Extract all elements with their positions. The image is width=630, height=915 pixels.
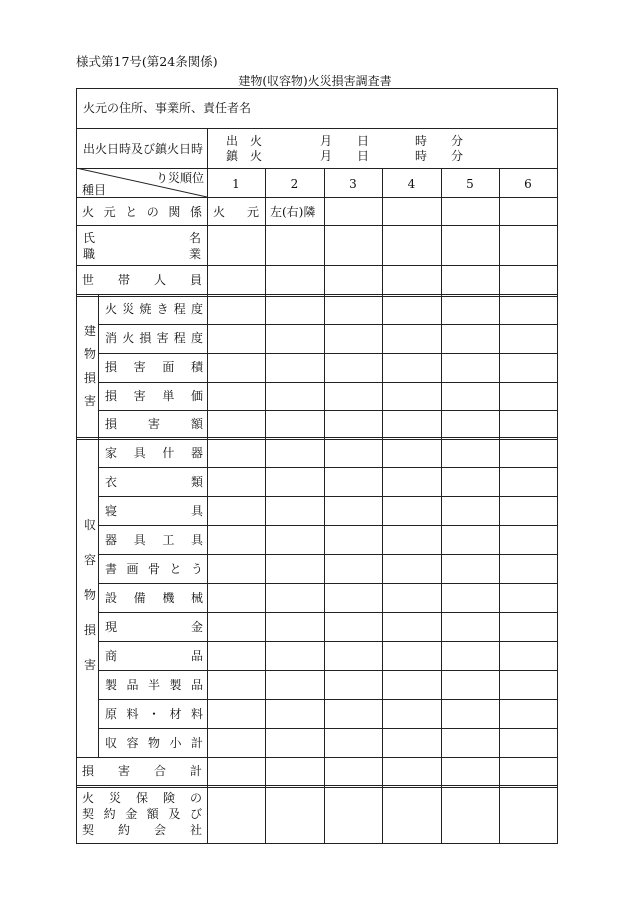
household-label-char: 員 xyxy=(189,273,202,287)
building-item-4 xyxy=(105,390,203,402)
contents-item-5-char: 書 xyxy=(105,562,118,576)
building-item-3-char: 積 xyxy=(190,360,203,374)
insurance-line-3-char: 契 xyxy=(82,823,95,837)
group-label-divider xyxy=(98,295,99,757)
contents-item-10-cell[interactable] xyxy=(500,700,556,727)
household-row-cell[interactable] xyxy=(500,266,556,294)
contents-item-6-char: 機 xyxy=(162,591,175,605)
contents-damage-label-char: 損 xyxy=(83,623,96,637)
building-item-1-char: 度 xyxy=(190,302,203,316)
insurance-line-1-char: 火 xyxy=(82,791,95,805)
contents-item-11-char: 計 xyxy=(190,736,203,750)
contents-item-11-char: 収 xyxy=(105,736,118,750)
column-divider xyxy=(265,168,266,843)
contents-item-1-char: 家 xyxy=(105,446,118,460)
relation-row-cell[interactable] xyxy=(442,198,498,224)
contents-item-3-cell[interactable] xyxy=(266,497,323,524)
contents-item-8 xyxy=(105,650,203,662)
contents-item-1-cell[interactable] xyxy=(208,439,264,466)
datetime-outbreak-minute: 分 xyxy=(451,134,464,148)
contents-item-11-char: 容 xyxy=(126,736,139,750)
relation-label-char: 火 xyxy=(82,205,95,219)
household-label xyxy=(82,274,202,286)
building-item-5-char: 害 xyxy=(147,417,160,431)
contents-item-8-cell[interactable] xyxy=(500,642,556,669)
contents-damage-label xyxy=(82,519,98,671)
building-item-3-cell[interactable] xyxy=(383,354,440,381)
relation-row-cell[interactable] xyxy=(500,198,556,224)
contents-item-6-char: 械 xyxy=(190,591,203,605)
contents-item-8-cell[interactable] xyxy=(266,642,323,669)
column-number-2: 2 xyxy=(290,177,299,191)
contents-item-8-char: 品 xyxy=(190,649,203,663)
column-divider xyxy=(499,168,500,843)
building-item-1-cell[interactable] xyxy=(383,296,440,323)
contents-item-10-cell[interactable] xyxy=(266,700,323,727)
contents-item-4-cell[interactable] xyxy=(325,526,381,553)
name-left-2: 職 xyxy=(83,247,96,261)
contents-item-5-cell[interactable] xyxy=(266,555,323,582)
building-damage-label-char: 建 xyxy=(83,324,96,338)
datetime-label: 出火日時及び鎮火日時 xyxy=(83,142,204,156)
contents-item-5-cell[interactable] xyxy=(383,555,440,582)
building-item-4-char: 単 xyxy=(162,389,175,403)
contents-item-6-cell[interactable] xyxy=(325,584,381,611)
contents-item-1-cell[interactable] xyxy=(325,439,381,466)
building-item-1-cell[interactable] xyxy=(208,296,264,323)
insurance-line-3-char: 会 xyxy=(153,823,166,837)
building-item-3-cell[interactable] xyxy=(442,354,498,381)
building-item-1-char: 程 xyxy=(173,302,186,316)
insurance-line-2-char: び xyxy=(189,807,202,821)
contents-item-8-cell[interactable] xyxy=(325,642,381,669)
contents-item-5-cell[interactable] xyxy=(208,555,264,582)
contents-item-10-char: 料 xyxy=(126,707,139,721)
relation-label xyxy=(82,206,202,218)
contents-item-11-char: 小 xyxy=(169,736,182,750)
column-number-5: 5 xyxy=(466,177,474,191)
total-label xyxy=(82,765,202,777)
relation-row-cell[interactable] xyxy=(208,198,264,224)
contents-item-9-char: 半 xyxy=(147,678,160,692)
building-item-1 xyxy=(105,303,203,315)
contents-item-4-cell[interactable] xyxy=(208,526,264,553)
contents-item-4-cell[interactable] xyxy=(442,526,498,553)
contents-item-2-cell[interactable] xyxy=(266,468,323,495)
contents-item-5-cell[interactable] xyxy=(442,555,498,582)
column-number-6: 6 xyxy=(524,177,532,191)
contents-item-9-char: 品 xyxy=(190,678,203,692)
total-label-char: 計 xyxy=(189,764,202,778)
contents-damage-label-char: 容 xyxy=(83,553,96,567)
contents-item-6-cell[interactable] xyxy=(383,584,440,611)
contents-item-7-char: 現 xyxy=(105,620,118,634)
contents-item-6-cell[interactable] xyxy=(500,584,556,611)
contents-item-1 xyxy=(105,447,203,459)
rule-line xyxy=(76,128,557,129)
insurance-line-2-char: 額 xyxy=(146,807,159,821)
household-row-cell[interactable] xyxy=(208,266,264,294)
document-title: 建物(収容物)火災損害調査書 xyxy=(238,74,392,88)
relation-row-cell[interactable] xyxy=(325,198,381,224)
building-item-5-cell[interactable] xyxy=(266,411,323,437)
contents-item-3-cell[interactable] xyxy=(442,497,498,524)
contents-item-11 xyxy=(105,737,203,749)
contents-item-10-char: 原 xyxy=(105,707,118,721)
building-item-3-char: 面 xyxy=(162,360,175,374)
contents-item-5-char: う xyxy=(190,562,203,576)
contents-item-8-cell[interactable] xyxy=(208,642,264,669)
building-item-3-char: 損 xyxy=(105,360,118,374)
insurance-row-cell[interactable] xyxy=(383,787,440,842)
building-item-4-char: 害 xyxy=(133,389,146,403)
contents-item-9-cell[interactable] xyxy=(325,671,381,698)
building-item-2-cell[interactable] xyxy=(266,325,323,352)
contents-damage-label-char: 物 xyxy=(83,588,96,602)
household-row-cell[interactable] xyxy=(383,266,440,294)
contents-item-2-char: 衣 xyxy=(105,475,118,489)
contents-damage-label-char: 害 xyxy=(83,658,96,672)
household-label-char: 世 xyxy=(82,273,95,287)
building-item-4-cell[interactable] xyxy=(325,383,381,409)
building-item-3-cell[interactable] xyxy=(500,354,556,381)
form-number: 様式第17号(第24条関係) xyxy=(76,54,218,69)
building-item-3-char: 害 xyxy=(133,360,146,374)
contents-damage-label-char: 収 xyxy=(83,518,96,532)
contents-item-4 xyxy=(105,534,203,546)
building-item-2 xyxy=(105,332,203,344)
contents-item-3-char: 寝 xyxy=(105,504,118,518)
insurance-line-2-char: 約 xyxy=(103,807,116,821)
contents-item-1-cell[interactable] xyxy=(442,439,498,466)
name-row-cell[interactable] xyxy=(500,226,556,264)
name-row-cell[interactable] xyxy=(442,226,498,264)
contents-item-9-char: 品 xyxy=(126,678,139,692)
relation-row-cell[interactable] xyxy=(266,198,323,224)
contents-item-10-char: ・ xyxy=(147,707,160,721)
building-item-2-char: 火 xyxy=(122,331,135,345)
contents-item-1-char: 什 xyxy=(162,446,175,460)
contents-item-7-cell[interactable] xyxy=(325,613,381,640)
datetime-outbreak-day: 日 xyxy=(357,134,370,148)
building-item-4-cell[interactable] xyxy=(208,383,264,409)
building-item-1-char: 災 xyxy=(122,302,135,316)
contents-item-7-char: 金 xyxy=(190,620,203,634)
insurance-row-cell[interactable] xyxy=(266,787,323,842)
building-item-3-cell[interactable] xyxy=(325,354,381,381)
contents-item-7-cell[interactable] xyxy=(208,613,264,640)
building-item-1-char: 焼 xyxy=(139,302,152,316)
building-item-1-cell[interactable] xyxy=(266,296,323,323)
insurance-line-1-char: 険 xyxy=(162,791,175,805)
contents-item-10-cell[interactable] xyxy=(442,700,498,727)
address-label: 火元の住所、事業所、責任者名 xyxy=(83,101,252,115)
insurance-row-cell[interactable] xyxy=(500,787,556,842)
household-row-cell[interactable] xyxy=(266,266,323,294)
total-row-cell[interactable] xyxy=(500,758,556,785)
building-damage-label-char: 物 xyxy=(83,347,96,362)
insurance-line-2-char: 及 xyxy=(168,807,181,821)
contents-item-2-cell[interactable] xyxy=(500,468,556,495)
insurance-line-3-char: 社 xyxy=(189,823,202,837)
relation-label-char: 係 xyxy=(189,205,202,219)
contents-item-4-cell[interactable] xyxy=(383,526,440,553)
contents-item-2 xyxy=(105,476,203,488)
contents-item-1-char: 具 xyxy=(133,446,146,460)
insurance-line-3-char: 約 xyxy=(117,823,130,837)
contents-item-1-cell[interactable] xyxy=(383,439,440,466)
relation-label-char: の xyxy=(146,205,159,219)
building-item-5-cell[interactable] xyxy=(500,411,556,437)
contents-item-3-cell[interactable] xyxy=(500,497,556,524)
contents-item-11-cell[interactable] xyxy=(208,729,264,756)
contents-item-8-char: 商 xyxy=(105,649,118,663)
total-label-char: 損 xyxy=(82,764,95,778)
building-item-2-cell[interactable] xyxy=(442,325,498,352)
name-left-1: 氏 xyxy=(83,231,96,245)
address-entry[interactable] xyxy=(260,92,550,124)
building-item-1-cell[interactable] xyxy=(442,296,498,323)
name-row-cell[interactable] xyxy=(325,226,381,264)
building-item-4-char: 価 xyxy=(190,389,203,403)
building-item-4-cell[interactable] xyxy=(266,383,323,409)
building-item-1-char: き xyxy=(156,302,169,316)
building-item-2-char: 損 xyxy=(139,331,152,345)
datetime-extinguished-hour: 時 xyxy=(415,149,428,163)
contents-item-4-char: 器 xyxy=(105,533,118,547)
contents-item-9-cell[interactable] xyxy=(383,671,440,698)
datetime-extinguished-day: 日 xyxy=(357,149,370,163)
datetime-extinguished-kind: 鎮 火 xyxy=(226,149,263,163)
building-item-2-cell[interactable] xyxy=(500,325,556,352)
insurance-line-1-char: 保 xyxy=(135,791,148,805)
contents-item-1-cell[interactable] xyxy=(500,439,556,466)
contents-item-10-cell[interactable] xyxy=(383,700,440,727)
datetime-extinguished-month: 月 xyxy=(320,149,333,163)
building-item-2-cell[interactable] xyxy=(383,325,440,352)
contents-item-9-cell[interactable] xyxy=(500,671,556,698)
building-item-1-cell[interactable] xyxy=(500,296,556,323)
contents-item-2-cell[interactable] xyxy=(442,468,498,495)
contents-item-9-cell[interactable] xyxy=(208,671,264,698)
relation-col1-text-char: 火 xyxy=(213,205,226,219)
contents-item-6-cell[interactable] xyxy=(208,584,264,611)
datetime-outbreak-kind: 出 火 xyxy=(226,134,263,148)
total-row-cell[interactable] xyxy=(208,758,264,785)
total-row-cell[interactable] xyxy=(442,758,498,785)
building-damage-label-char: 損 xyxy=(83,370,96,385)
building-item-2-char: 程 xyxy=(173,331,186,345)
contents-item-4-char: 工 xyxy=(162,533,175,547)
relation-col2-text: 左(右)隣 xyxy=(270,205,316,219)
contents-item-11-cell[interactable] xyxy=(266,729,323,756)
contents-item-6-char: 設 xyxy=(105,591,118,605)
datetime-outbreak-hour: 時 xyxy=(415,134,428,148)
label-column-divider xyxy=(207,128,208,843)
contents-item-3-char: 具 xyxy=(190,504,203,518)
insurance-line-2-char: 金 xyxy=(125,807,138,821)
total-label-char: 害 xyxy=(117,764,130,778)
building-item-3-cell[interactable] xyxy=(208,354,264,381)
building-item-1-char: 火 xyxy=(105,302,118,316)
contents-item-4-char: 具 xyxy=(133,533,146,547)
contents-item-1-cell[interactable] xyxy=(266,439,323,466)
column-number-4: 4 xyxy=(407,177,416,191)
contents-item-9-char: 製 xyxy=(169,678,182,692)
insurance-line-1 xyxy=(82,792,202,804)
name-row-cell[interactable] xyxy=(383,226,440,264)
column-divider xyxy=(324,168,325,843)
building-item-5-cell[interactable] xyxy=(442,411,498,437)
column-number-1: 1 xyxy=(232,177,240,191)
datetime-outbreak-month: 月 xyxy=(320,134,333,148)
building-item-2-cell[interactable] xyxy=(208,325,264,352)
household-label-char: 帯 xyxy=(117,273,130,287)
contents-item-8-cell[interactable] xyxy=(442,642,498,669)
insurance-line-2-char: 契 xyxy=(82,807,95,821)
building-item-5-cell[interactable] xyxy=(208,411,264,437)
building-item-2-char: 消 xyxy=(105,331,118,345)
relation-col1-text-char: 元 xyxy=(246,205,259,219)
name-row-cell[interactable] xyxy=(208,226,264,264)
contents-item-4-cell[interactable] xyxy=(266,526,323,553)
contents-item-2-char: 類 xyxy=(190,475,203,489)
contents-item-10-char: 料 xyxy=(190,707,203,721)
contents-item-1-char: 器 xyxy=(190,446,203,460)
name-right-1: 名 xyxy=(189,231,202,245)
contents-item-7-cell[interactable] xyxy=(442,613,498,640)
contents-item-6 xyxy=(105,592,203,604)
contents-item-9-char: 製 xyxy=(105,678,118,692)
building-item-4-cell[interactable] xyxy=(442,383,498,409)
building-item-4-cell[interactable] xyxy=(500,383,556,409)
contents-item-3-cell[interactable] xyxy=(325,497,381,524)
contents-item-4-cell[interactable] xyxy=(500,526,556,553)
insurance-row-cell[interactable] xyxy=(325,787,381,842)
insurance-line-2 xyxy=(82,808,202,820)
name-right-2: 業 xyxy=(189,247,202,261)
contents-item-5-char: 骨 xyxy=(147,562,160,576)
insurance-line-1-char: 災 xyxy=(108,791,121,805)
contents-item-8-cell[interactable] xyxy=(383,642,440,669)
contents-item-2-cell[interactable] xyxy=(383,468,440,495)
contents-item-10-char: 材 xyxy=(169,707,182,721)
contents-item-9-cell[interactable] xyxy=(266,671,323,698)
total-row-cell[interactable] xyxy=(383,758,440,785)
header-category-label: 種目 xyxy=(82,183,107,197)
insurance-line-3 xyxy=(82,824,202,836)
datetime-extinguished-minute: 分 xyxy=(451,149,464,163)
relation-row-cell[interactable] xyxy=(383,198,440,224)
column-number-3: 3 xyxy=(349,177,357,191)
building-item-5-cell[interactable] xyxy=(325,411,381,437)
relation-label-char: と xyxy=(125,205,138,219)
contents-item-6-cell[interactable] xyxy=(266,584,323,611)
building-damage-label-char: 害 xyxy=(83,393,96,408)
column-divider xyxy=(441,168,442,843)
building-item-2-char: 害 xyxy=(156,331,169,345)
contents-item-5-char: 画 xyxy=(126,562,139,576)
insurance-row-cell[interactable] xyxy=(208,787,264,842)
contents-item-10 xyxy=(105,708,203,720)
contents-item-10-cell[interactable] xyxy=(208,700,264,727)
header-rank-label: り災順位 xyxy=(156,171,205,185)
contents-item-10-cell[interactable] xyxy=(325,700,381,727)
contents-item-11-char: 物 xyxy=(147,736,160,750)
building-item-5-char: 損 xyxy=(105,417,118,431)
contents-item-5-char: と xyxy=(169,562,182,576)
contents-item-3-cell[interactable] xyxy=(208,497,264,524)
contents-item-5-cell[interactable] xyxy=(325,555,381,582)
building-item-2-cell[interactable] xyxy=(325,325,381,352)
contents-item-7-cell[interactable] xyxy=(266,613,323,640)
contents-item-11-cell[interactable] xyxy=(500,729,556,756)
building-item-2-char: 度 xyxy=(190,331,203,345)
building-item-3-cell[interactable] xyxy=(266,354,323,381)
insurance-row-cell[interactable] xyxy=(442,787,498,842)
total-label-char: 合 xyxy=(153,764,166,778)
contents-item-2-cell[interactable] xyxy=(208,468,264,495)
contents-item-2-cell[interactable] xyxy=(325,468,381,495)
building-item-4-char: 損 xyxy=(105,389,118,403)
column-divider xyxy=(382,168,383,843)
household-label-char: 人 xyxy=(153,273,166,287)
building-item-4-cell[interactable] xyxy=(383,383,440,409)
building-item-5-char: 額 xyxy=(190,417,203,431)
contents-item-7-cell[interactable] xyxy=(383,613,440,640)
contents-item-4-char: 具 xyxy=(190,533,203,547)
household-row-cell[interactable] xyxy=(325,266,381,294)
building-item-5 xyxy=(105,418,203,430)
contents-item-9-cell[interactable] xyxy=(442,671,498,698)
contents-item-7-cell[interactable] xyxy=(500,613,556,640)
total-row-cell[interactable] xyxy=(325,758,381,785)
contents-item-6-char: 備 xyxy=(133,591,146,605)
contents-item-9 xyxy=(105,679,203,691)
contents-item-3-cell[interactable] xyxy=(383,497,440,524)
household-row-cell[interactable] xyxy=(442,266,498,294)
contents-item-11-cell[interactable] xyxy=(383,729,440,756)
relation-label-char: 関 xyxy=(168,205,181,219)
contents-item-11-cell[interactable] xyxy=(325,729,381,756)
total-row-cell[interactable] xyxy=(266,758,323,785)
contents-item-7 xyxy=(105,621,203,633)
building-item-1-cell[interactable] xyxy=(325,296,381,323)
building-item-3 xyxy=(105,361,203,373)
name-row-cell[interactable] xyxy=(266,226,323,264)
contents-item-5 xyxy=(105,563,203,575)
insurance-line-1-char: の xyxy=(189,791,202,805)
contents-item-6-cell[interactable] xyxy=(442,584,498,611)
contents-item-11-cell[interactable] xyxy=(442,729,498,756)
building-damage-label xyxy=(82,325,98,407)
relation-label-char: 元 xyxy=(103,205,116,219)
building-item-5-cell[interactable] xyxy=(383,411,440,437)
contents-item-5-cell[interactable] xyxy=(500,555,556,582)
contents-item-3 xyxy=(105,505,203,517)
